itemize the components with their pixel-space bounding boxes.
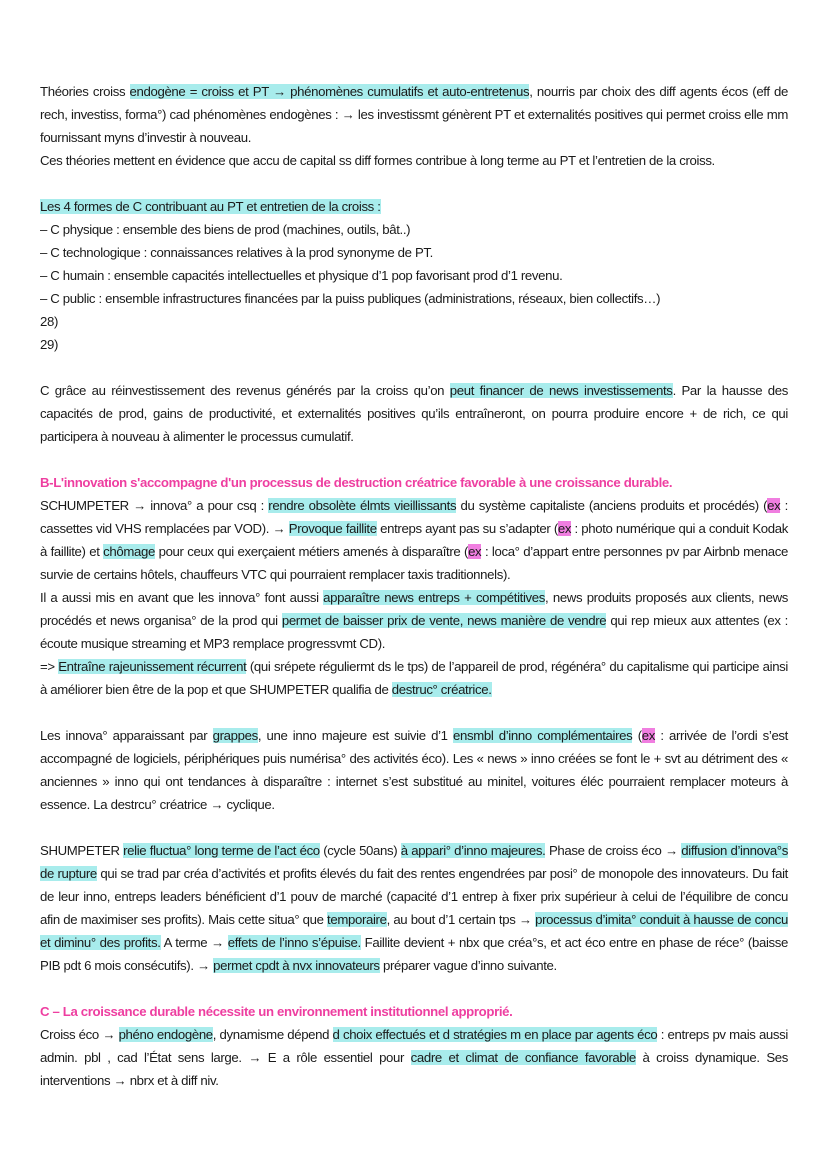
highlight: effets de l’inno s’épuise. (227, 935, 361, 950)
paragraph-endogenous-growth (40, 80, 788, 172)
capital-forms-list (40, 195, 788, 356)
highlight: à appari° d’inno majeures. (400, 843, 546, 858)
highlight: processus d’imita° conduit à hausse de concu et diminu° des profits. (40, 912, 789, 950)
section-c (40, 1000, 788, 1092)
paragraph-text: Ces théories mettent en évidence que accu de capital ss diff formes contribue à long terme au PT et l’entretien de la croiss. (40, 153, 715, 168)
list-item: – C physique : ensemble des biens de prod (machines, outils, bât..) (40, 222, 411, 237)
highlight: permet de baisser prix de vente, news manière de vendre (281, 613, 607, 628)
highlight: Provoque faillite (288, 521, 377, 536)
highlight: diffusion d’innova°s de rupture (40, 843, 788, 881)
highlight: relie fluctua° long terme de l’act éco (123, 843, 320, 858)
highlight: rendre obsolète élmts vieillissants (268, 498, 457, 513)
example-marker: ex (557, 521, 572, 536)
example-marker: ex (468, 544, 482, 559)
highlight: d choix effectués et d stratégies m en place par agents éco (332, 1027, 658, 1042)
section-b (40, 471, 788, 701)
list-title: Les 4 formes de C contribuant au PT et entretien de la croiss : (40, 199, 381, 214)
paragraph-new-entreps: Il a aussi mis en avant que les innova° font aussi apparaître news entreps + compétitives, news produits proposés aux clients, news procédés et news organisa° de la prod qui permet de baisser prix de vente, news manière de vendre qui rep mieux aux attentes (ex : écoute musique streaming et MP3 remplace progressvmt CD). (40, 590, 788, 651)
highlight: chômage (103, 544, 155, 559)
highlight: Entraîne rajeunissement récurrent (58, 659, 247, 674)
list-item: – C technologique : connaissances relatives à la prod synonyme de PT. (40, 245, 433, 260)
highlight: permet cpdt à nvx innovateurs (213, 958, 380, 973)
section-heading-b: B-L'innovation s'accompagne d'un processus de destruction créatrice favorable à une croissance durable. (40, 475, 673, 490)
highlight: ensmbl d’inno complémentaires (452, 728, 633, 743)
highlight: phéno endogène (118, 1027, 213, 1042)
paragraph-text: Théories croiss endogène = croiss et PT → phénomènes cumulatifs et auto-entretenus, nourris par choix des diff agents écos (eff de rech, investiss, forma°) cad phénomènes endogènes : → les investissmt génèrent PT et externalités positives qui permet croiss elle mm fournissant myns d’investir à nouveau. (40, 84, 788, 145)
paragraph-schumpeter: SCHUMPETER → innova° a pour csq : rendre obsolète élmts vieillissants du système capitaliste (anciens produits et procédés) (ex : cassettes vid VHS remplacées par VOD). → Provoque faillite entreps ayant pas su s’adapter (ex : photo numérique qui a conduit Kodak à faillite) et chômage pour ceux qui exerçaient métiers amenés à disparaître (ex : loca° d’appart entre personnes pv par Airbnb menace survie de certains hôtels, chauffeurs VTC qui pourraient remplacer taxis traditionnels). (40, 498, 788, 582)
paragraph-creative-destruction: => Entraîne rajeunissement récurrent (qui srépete réguliermt ds le tps) de l’appareil de prod, régénéra° du capitalisme qui participe ainsi à améliorer bien être de la pop et que SHUMPETER qualifia de destruc° créatrice. (40, 659, 788, 697)
highlight: grappes (212, 728, 258, 743)
highlight: peut financer de news investissements (449, 383, 673, 398)
highlight: apparaître news entreps + compétitives (323, 590, 546, 605)
section-heading-c: C – La croissance durable nécessite un environnement institutionnel approprié. (40, 1004, 513, 1019)
list-item: – C public : ensemble infrastructures financées par la puiss publiques (administrations, réseaux, bien collectifs…) (40, 291, 661, 306)
paragraph-clusters: Les innova° apparaissant par grappes, une inno majeure est suivie d’1 ensmbl d’inno complémentaires (ex : arrivée de l’ordi s’est accompagné de logiciels, périphériques puis numérisa° des activités éco). Les « news » inno créées se font le + svt au détriment des « anciennes » inno qui ont tendances à disparaître : internet s’est substitué au minitel, voitures éléc pourraient remplacer moteurs à essence. La destrcu° créatrice → cyclique. (40, 728, 788, 812)
highlight: endogène = croiss et PT → phénomènes cumulatifs et auto-entretenus (129, 84, 530, 99)
paragraph-reinvestment: C grâce au réinvestissement des revenus générés par la croiss qu’on peut financer de news investissements. Par la hausse des capacités de prod, gains de productivité, et externalités positives qu’ils entraîneront, on pourra produire encore + de rich, ce qui participera à nouveau à alimenter le processus cumulatif. (40, 383, 789, 444)
list-item: 28) (40, 314, 59, 329)
paragraph-cycles: SHUMPETER relie fluctua° long terme de l’act éco (cycle 50ans) à appari° d’inno majeures. Phase de croiss éco → diffusion d’innova°s de rupture qui se trad par créa d’activités et profits élevés du fait des rentes engendrées par posi° de monopole des innovateurs. Du fait de leur inno, entreps leaders bénéficient d’1 pouv de marché (capacité d’1 entrep à fixer prix supérieur à celui de l’équilibre de concu afin de maximiser ses profits). Mais cette situa° que temporaire, au bout d’1 certain tps → processus d’imita° conduit à hausse de concu et diminu° des profits. A terme → effets de l’inno s’épuise. Faillite devient + nbx que créa°s, et act éco entre en phase de réce° (baisse PIB pdt 6 mois consécutifs). → permet cpdt à nvx innovateurs préparer vague d’inno suivante. (40, 843, 789, 973)
example-marker: ex (767, 498, 781, 513)
example-marker: ex (641, 728, 655, 743)
highlight: destruc° créatrice. (391, 682, 492, 697)
paragraph-institutions: Croiss éco → phéno endogène, dynamisme dépend d choix effectués et d stratégies m en place par agents éco : entreps pv mais aussi admin. pbl , cad l’État sens large. → E a rôle essentiel pour cadre et climat de confiance favorable à croiss dynamique. Ses interventions → nbrx et à diff niv. (40, 1027, 788, 1088)
list-item: – C humain : ensemble capacités intellectuelles et physique d’1 pop favorisant prod d’1 revenu. (40, 268, 563, 283)
highlight: cadre et climat de confiance favorable (410, 1050, 636, 1065)
highlight: temporaire (327, 912, 387, 927)
list-item: 29) (40, 337, 59, 352)
